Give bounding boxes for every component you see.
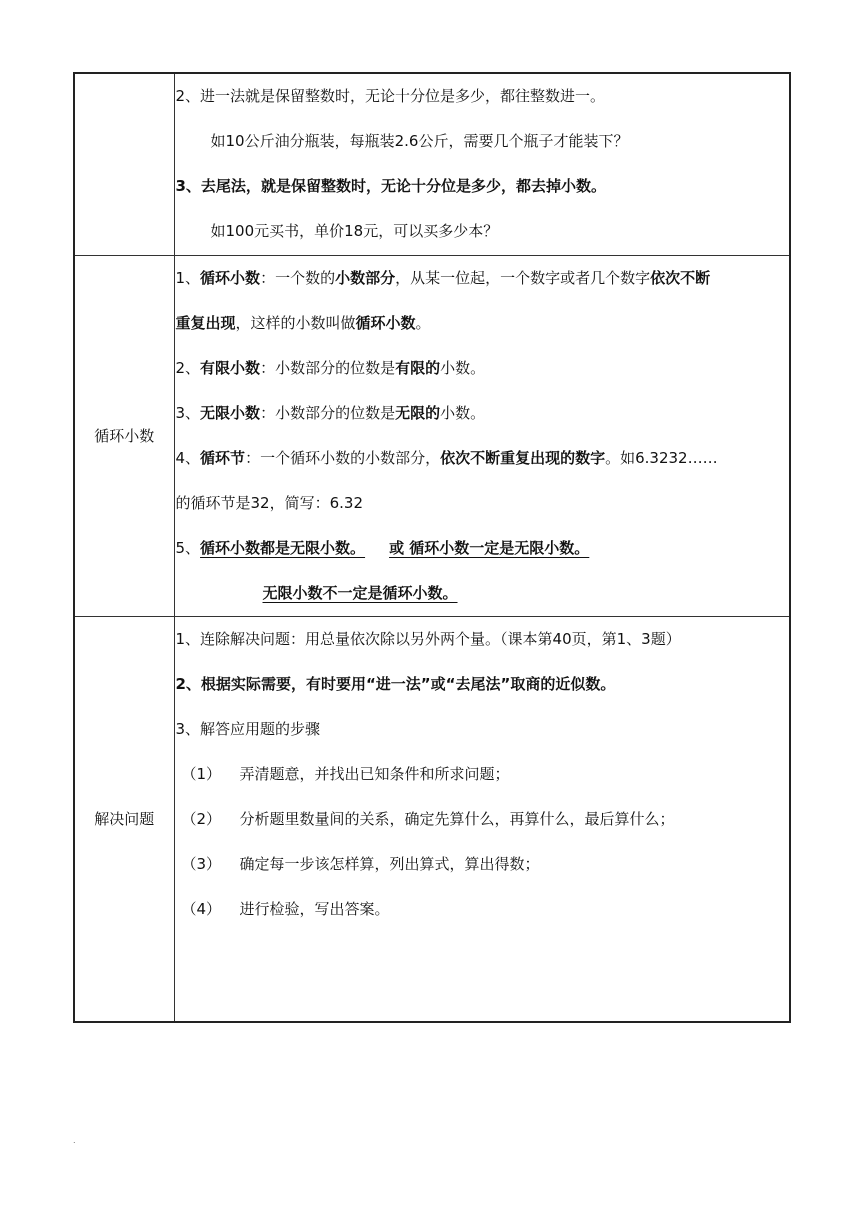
- table-row-rounding: [74, 73, 790, 255]
- example-quwei: 如100元买书，单价18元，可以买多少本？: [210, 222, 499, 240]
- step-item: （1） 弄清题意，并找出已知条件和所求问题；: [181, 764, 510, 783]
- step-item: （4） 进行检验，写出答案。: [181, 899, 390, 918]
- definition-recurring-1: 1、循环小数：一个数的小数部分，从某一位起，一个数字或者几个数字依次不断: [175, 268, 711, 287]
- problem-point-2: 2、根据实际需要，有时要用“进一法”或“去尾法”取商的近似数。: [175, 674, 616, 693]
- section-label-recurring: 循环小数: [74, 255, 174, 616]
- rule-quwei: 3、去尾法，就是保留整数时，无论十分位是多少，都去掉小数。: [175, 177, 606, 195]
- label-cell-empty: [74, 73, 174, 255]
- section-label-problem: 解决问题: [74, 616, 174, 1022]
- key-point-2: 无限小数不一定是循环小数。: [262, 583, 458, 602]
- content-cell-problem: [174, 616, 790, 1022]
- example-jinyi: 如10公斤油分瓶装，每瓶装2.6公斤，需要几个瓶子才能装下？: [210, 132, 629, 150]
- definition-infinite: 3、无限小数：小数部分的位数是无限的小数。: [175, 403, 486, 422]
- table-row-recurring-decimal: [74, 255, 790, 616]
- problem-point-1: 1、连除解决问题：用总量依次除以另外两个量。（课本第40页，第1、3题）: [175, 629, 681, 648]
- problem-point-3: 3、解答应用题的步骤: [175, 719, 321, 738]
- footer-mark: .: [73, 1136, 76, 1145]
- key-point-1: 5、循环小数都是无限小数。 或 循环小数一定是无限小数。: [175, 538, 590, 557]
- table-row-problem-solving: [74, 616, 790, 1022]
- notes-table: [73, 72, 791, 1023]
- definition-repetend-1: 4、循环节：一个循环小数的小数部分，依次不断重复出现的数字。如6.3232……: [175, 448, 718, 467]
- definition-repetend-2: 的循环节是32，简写：6.32: [175, 493, 363, 512]
- content-cell-rounding: [174, 73, 790, 255]
- step-item: （2） 分析题里数量间的关系，确定先算什么，再算什么，最后算什么；: [181, 809, 675, 828]
- definition-finite: 2、有限小数：小数部分的位数是有限的小数。: [175, 358, 486, 377]
- definition-recurring-2: 重复出现，这样的小数叫做循环小数。: [175, 313, 431, 332]
- content-cell-recurring: [174, 255, 790, 616]
- step-item: （3） 确定每一步该怎样算，列出算式，算出得数；: [181, 854, 540, 873]
- rule-jinyi: 2、进一法就是保留整数时，无论十分位是多少，都往整数进一。: [175, 87, 606, 105]
